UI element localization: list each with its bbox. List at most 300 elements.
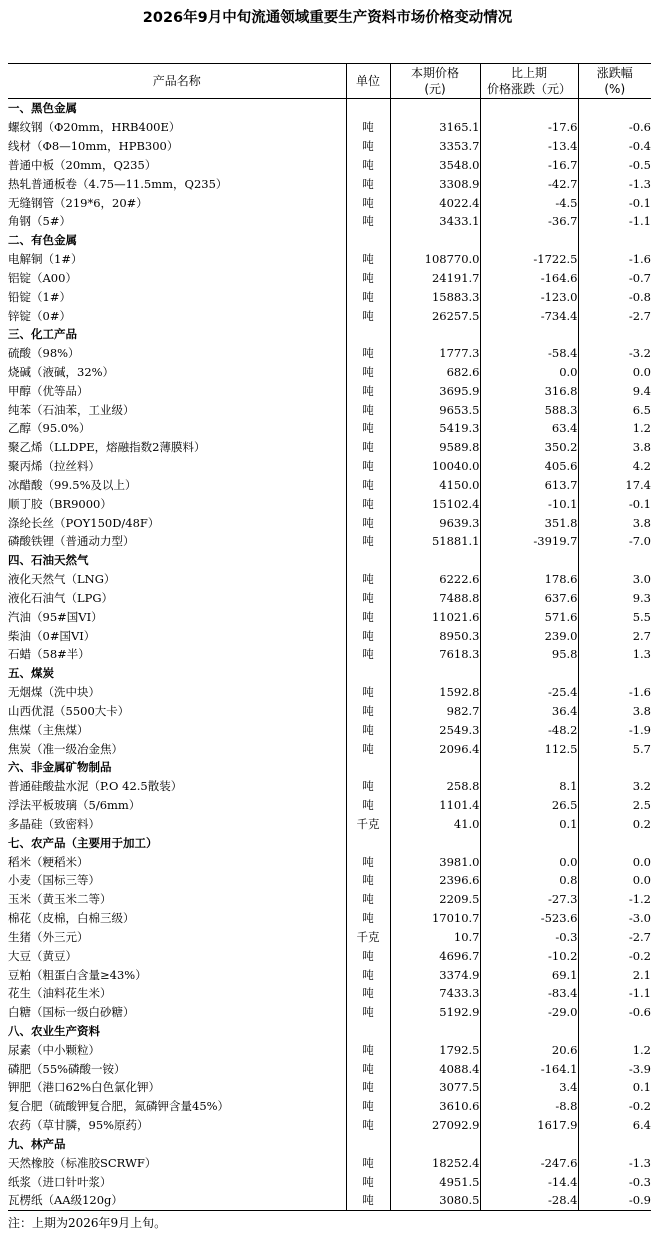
table-row (8, 720, 651, 739)
footnote: 注：上期为2026年9月上旬。 (8, 1216, 167, 1230)
change-cell: 613.7 (480, 476, 578, 495)
empty-cell (578, 231, 651, 250)
empty-cell (390, 99, 480, 118)
unit-cell: 千克 (346, 814, 390, 833)
change-cell: 588.3 (480, 400, 578, 419)
pct-cell: 3.8 (578, 513, 651, 532)
unit-cell: 吨 (346, 777, 390, 796)
table-row (8, 268, 651, 287)
empty-cell (390, 833, 480, 852)
change-cell: -164.1 (480, 1059, 578, 1078)
change-cell: -36.7 (480, 212, 578, 231)
unit-cell: 吨 (346, 645, 390, 664)
unit-cell: 吨 (346, 438, 390, 457)
pct-cell: -0.2 (578, 1097, 651, 1116)
table-row (8, 1153, 651, 1172)
product-name-cell: 聚丙烯（拉丝料） (8, 459, 100, 474)
unit-cell: 吨 (346, 306, 390, 325)
table-row (8, 739, 651, 758)
price-cell: 10.7 (390, 927, 480, 946)
unit-cell: 吨 (346, 909, 390, 928)
category-row (8, 758, 651, 777)
product-name-cell: 焦煤（主焦煤） (8, 722, 89, 737)
change-cell: -3919.7 (480, 532, 578, 551)
unit-cell: 吨 (346, 1078, 390, 1097)
header-price: 本期价格 (元) (390, 64, 480, 99)
change-cell: 63.4 (480, 419, 578, 438)
empty-cell (390, 551, 480, 570)
product-name-cell: 山西优混（5500大卡） (8, 703, 130, 718)
price-cell: 51881.1 (390, 532, 480, 551)
unit-cell: 吨 (346, 946, 390, 965)
table-row (8, 287, 651, 306)
table-row (8, 306, 651, 325)
table-row (8, 871, 651, 890)
empty-cell (390, 231, 480, 250)
pct-cell: -3.9 (578, 1059, 651, 1078)
category-name: 五、煤炭 (8, 666, 54, 681)
table-row (8, 1040, 651, 1059)
price-cell: 4088.4 (390, 1059, 480, 1078)
pct-cell: -0.5 (578, 155, 651, 174)
empty-cell (390, 664, 480, 683)
page-title: 2026年9月中旬流通领域重要生产资料市场价格变动情况 (142, 10, 513, 26)
price-cell: 108770.0 (390, 250, 480, 269)
pct-cell: -0.1 (578, 494, 651, 513)
pct-cell: 6.5 (578, 400, 651, 419)
category-row (8, 1022, 651, 1041)
unit-cell: 吨 (346, 457, 390, 476)
pct-cell: -1.1 (578, 984, 651, 1003)
pct-cell: 6.4 (578, 1116, 651, 1135)
price-cell: 27092.9 (390, 1116, 480, 1135)
table-row (8, 476, 651, 495)
empty-cell (578, 833, 651, 852)
empty-cell (480, 664, 578, 683)
price-cell: 3353.7 (390, 137, 480, 156)
category-row (8, 664, 651, 683)
product-name-cell: 硫酸（98%） (8, 346, 80, 361)
product-name-cell: 稻米（粳稻米） (8, 854, 89, 869)
product-name-cell: 铝锭（A00） (8, 270, 77, 285)
change-cell: 0.1 (480, 814, 578, 833)
pct-cell: -0.2 (578, 946, 651, 965)
change-cell: -42.7 (480, 174, 578, 193)
unit-cell: 吨 (346, 494, 390, 513)
table-row (8, 494, 651, 513)
product-name-cell: 角钢（5#） (8, 214, 71, 229)
table-row (8, 702, 651, 721)
empty-cell (346, 551, 390, 570)
category-row (8, 551, 651, 570)
pct-cell: 0.1 (578, 1078, 651, 1097)
table-row (8, 1003, 651, 1022)
unit-cell: 吨 (346, 1040, 390, 1059)
price-cell: 9653.5 (390, 400, 480, 419)
product-name-cell: 生猪（外三元） (8, 929, 89, 944)
table-row (8, 532, 651, 551)
unit-cell: 吨 (346, 344, 390, 363)
table-row (8, 1059, 651, 1078)
category-row (8, 833, 651, 852)
change-cell: -0.3 (480, 927, 578, 946)
price-cell: 1792.5 (390, 1040, 480, 1059)
price-cell: 982.7 (390, 702, 480, 721)
empty-cell (578, 99, 651, 118)
price-cell: 1101.4 (390, 796, 480, 815)
change-cell: 0.8 (480, 871, 578, 890)
change-cell: 69.1 (480, 965, 578, 984)
category-name: 三、化工产品 (8, 327, 77, 342)
product-name-cell: 冰醋酸（99.5%及以上） (8, 477, 137, 492)
pct-cell: -1.1 (578, 212, 651, 231)
product-name-cell: 涤纶长丝（POY150D/48F） (8, 515, 160, 530)
product-name-cell: 钾肥（港口62%白色氯化钾） (8, 1080, 161, 1095)
product-name-cell: 棉花（皮棉，白棉三级） (8, 911, 135, 926)
unit-cell: 吨 (346, 683, 390, 702)
product-name-cell: 聚乙烯（LLDPE，熔融指数2薄膜料） (8, 440, 206, 455)
table-row (8, 137, 651, 156)
unit-cell: 吨 (346, 720, 390, 739)
product-name-cell: 多晶硅（致密料） (8, 816, 100, 831)
table-row (8, 683, 651, 702)
pct-cell: -0.6 (578, 118, 651, 137)
category-name: 四、石油天然气 (8, 553, 89, 568)
product-name-cell: 石蜡（58#半） (8, 647, 90, 662)
price-cell: 15883.3 (390, 287, 480, 306)
table-row (8, 212, 651, 231)
unit-cell: 吨 (346, 852, 390, 871)
table-row (8, 796, 651, 815)
price-cell: 3433.1 (390, 212, 480, 231)
table-row (8, 118, 651, 137)
category-name: 二、有色金属 (8, 233, 77, 248)
table-row (8, 1172, 651, 1191)
product-name-cell: 顺丁胶（BR9000） (8, 496, 112, 511)
change-cell: 637.6 (480, 589, 578, 608)
table-row (8, 381, 651, 400)
pct-cell: 3.2 (578, 777, 651, 796)
change-cell: 571.6 (480, 607, 578, 626)
empty-cell (480, 99, 578, 118)
empty-cell (346, 1022, 390, 1041)
table-row (8, 1078, 651, 1097)
change-cell: 95.8 (480, 645, 578, 664)
pct-cell: -0.3 (578, 1172, 651, 1191)
pct-cell: 2.5 (578, 796, 651, 815)
product-name-cell: 尿素（中小颗粒） (8, 1042, 100, 1057)
change-cell: 178.6 (480, 570, 578, 589)
change-cell: 3.4 (480, 1078, 578, 1097)
unit-cell: 吨 (346, 570, 390, 589)
price-cell: 15102.4 (390, 494, 480, 513)
price-cell: 3548.0 (390, 155, 480, 174)
product-name-cell: 小麦（国标三等） (8, 873, 100, 888)
change-cell: 20.6 (480, 1040, 578, 1059)
table-row (8, 570, 651, 589)
table-row (8, 965, 651, 984)
product-name-cell: 磷酸铁锂（普通动力型） (8, 534, 135, 549)
price-cell: 1777.3 (390, 344, 480, 363)
price-cell: 10040.0 (390, 457, 480, 476)
table-row (8, 927, 651, 946)
table-row (8, 909, 651, 928)
price-cell: 7488.8 (390, 589, 480, 608)
empty-cell (480, 231, 578, 250)
price-cell: 7433.3 (390, 984, 480, 1003)
empty-cell (346, 231, 390, 250)
header-pct: 涨跌幅 (%) (578, 64, 651, 99)
change-cell: -1722.5 (480, 250, 578, 269)
unit-cell: 吨 (346, 589, 390, 608)
change-cell: -247.6 (480, 1153, 578, 1172)
pct-cell: 3.8 (578, 702, 651, 721)
price-cell: 7618.3 (390, 645, 480, 664)
unit-cell: 吨 (346, 890, 390, 909)
product-name-cell: 豆粕（粗蛋白含量≥43%） (8, 967, 147, 982)
product-name-cell: 白糖（国标一级白砂糖） (8, 1005, 135, 1020)
unit-cell: 吨 (346, 363, 390, 382)
price-cell: 3165.1 (390, 118, 480, 137)
price-cell: 9639.3 (390, 513, 480, 532)
pct-cell: -1.2 (578, 890, 651, 909)
header-change: 比上期 价格涨跌（元） (480, 64, 578, 99)
table-row (8, 419, 651, 438)
category-name: 六、非金属矿物制品 (8, 760, 112, 775)
table-row (8, 946, 651, 965)
table-row (8, 513, 651, 532)
change-cell: 112.5 (480, 739, 578, 758)
unit-cell: 吨 (346, 118, 390, 137)
change-cell: -734.4 (480, 306, 578, 325)
unit-cell: 吨 (346, 1153, 390, 1172)
price-cell: 3610.6 (390, 1097, 480, 1116)
price-cell: 4150.0 (390, 476, 480, 495)
pct-cell: -3.2 (578, 344, 651, 363)
price-cell: 11021.6 (390, 607, 480, 626)
change-cell: -8.8 (480, 1097, 578, 1116)
product-name-cell: 锌锭（0#） (8, 308, 71, 323)
change-cell: 316.8 (480, 381, 578, 400)
empty-cell (578, 1135, 651, 1154)
unit-cell: 吨 (346, 1097, 390, 1116)
unit-cell: 吨 (346, 532, 390, 551)
pct-cell: 0.0 (578, 363, 651, 382)
price-cell: 41.0 (390, 814, 480, 833)
unit-cell: 吨 (346, 1191, 390, 1210)
unit-cell: 吨 (346, 871, 390, 890)
header-product: 产品名称 (152, 74, 201, 88)
pct-cell: -1.6 (578, 250, 651, 269)
price-cell: 6222.6 (390, 570, 480, 589)
empty-cell (480, 833, 578, 852)
change-cell: -13.4 (480, 137, 578, 156)
change-cell: -123.0 (480, 287, 578, 306)
product-name-cell: 液化天然气（LNG） (8, 572, 116, 587)
table-row (8, 589, 651, 608)
unit-cell: 吨 (346, 137, 390, 156)
price-cell: 8950.3 (390, 626, 480, 645)
price-cell: 3981.0 (390, 852, 480, 871)
category-name: 七、农产品（主要用于加工） (8, 835, 158, 850)
unit-cell: 吨 (346, 965, 390, 984)
pct-cell: 0.0 (578, 852, 651, 871)
price-cell: 1592.8 (390, 683, 480, 702)
price-cell: 3077.5 (390, 1078, 480, 1097)
change-cell: -29.0 (480, 1003, 578, 1022)
table-header-row (8, 64, 651, 99)
unit-cell: 吨 (346, 400, 390, 419)
table-row (8, 890, 651, 909)
table-row (8, 814, 651, 833)
empty-cell (346, 99, 390, 118)
price-cell: 4696.7 (390, 946, 480, 965)
change-cell: 239.0 (480, 626, 578, 645)
pct-cell: 0.0 (578, 871, 651, 890)
table-row (8, 645, 651, 664)
unit-cell: 吨 (346, 250, 390, 269)
product-name-cell: 线材（Φ8—10mm，HPB300） (8, 139, 179, 154)
product-name-cell: 浮法平板玻璃（5/6mm） (8, 798, 141, 813)
product-name-cell: 汽油（95#国VI） (8, 609, 103, 624)
price-cell: 5192.9 (390, 1003, 480, 1022)
table-row (8, 155, 651, 174)
change-cell: -28.4 (480, 1191, 578, 1210)
price-cell: 258.8 (390, 777, 480, 796)
price-cell: 2096.4 (390, 739, 480, 758)
change-cell: 36.4 (480, 702, 578, 721)
change-cell: 0.0 (480, 852, 578, 871)
category-row (8, 325, 651, 344)
product-name-cell: 普通硅酸盐水泥（P.O 42.5散装） (8, 779, 183, 794)
product-name-cell: 甲醇（优等品） (8, 383, 89, 398)
table-row (8, 400, 651, 419)
pct-cell: 3.8 (578, 438, 651, 457)
empty-cell (480, 1022, 578, 1041)
product-name-cell: 纯苯（石油苯，工业级） (8, 402, 135, 417)
product-name-cell: 铅锭（1#） (8, 289, 71, 304)
unit-cell: 吨 (346, 702, 390, 721)
unit-cell: 吨 (346, 287, 390, 306)
table-body (8, 99, 651, 1211)
table-row (8, 1097, 651, 1116)
product-name-cell: 复合肥（硫酸钾复合肥，氮磷钾含量45%） (8, 1099, 230, 1114)
price-cell: 9589.8 (390, 438, 480, 457)
pct-cell: 2.1 (578, 965, 651, 984)
category-row (8, 1135, 651, 1154)
change-cell: 8.1 (480, 777, 578, 796)
table-row (8, 1191, 651, 1210)
empty-cell (390, 1022, 480, 1041)
product-name-cell: 热轧普通板卷（4.75—11.5mm，Q235） (8, 176, 228, 191)
pct-cell: 17.4 (578, 476, 651, 495)
product-name-cell: 瓦楞纸（AA级120g） (8, 1193, 123, 1208)
price-table (8, 63, 651, 1211)
pct-cell: -1.3 (578, 1153, 651, 1172)
change-cell: -10.2 (480, 946, 578, 965)
empty-cell (578, 325, 651, 344)
price-cell: 2396.6 (390, 871, 480, 890)
pct-cell: -7.0 (578, 532, 651, 551)
empty-cell (346, 833, 390, 852)
product-name-cell: 焦炭（准一级冶金焦） (8, 741, 123, 756)
unit-cell: 吨 (346, 513, 390, 532)
unit-cell: 吨 (346, 796, 390, 815)
pct-cell: 5.7 (578, 739, 651, 758)
pct-cell: 3.0 (578, 570, 651, 589)
pct-cell: -0.6 (578, 1003, 651, 1022)
pct-cell: 1.2 (578, 419, 651, 438)
price-cell: 4022.4 (390, 193, 480, 212)
change-cell: -83.4 (480, 984, 578, 1003)
category-name: 八、农业生产资料 (8, 1023, 100, 1038)
pct-cell: -2.7 (578, 927, 651, 946)
table-row (8, 174, 651, 193)
pct-cell: -1.6 (578, 683, 651, 702)
change-cell: -10.1 (480, 494, 578, 513)
unit-cell: 吨 (346, 174, 390, 193)
category-row (8, 231, 651, 250)
product-name-cell: 纸浆（进口针叶浆） (8, 1174, 112, 1189)
table-row (8, 344, 651, 363)
price-cell: 26257.5 (390, 306, 480, 325)
table-row (8, 193, 651, 212)
pct-cell: -0.7 (578, 268, 651, 287)
pct-cell: -3.0 (578, 909, 651, 928)
table-row (8, 607, 651, 626)
price-cell: 682.6 (390, 363, 480, 382)
change-cell: -25.4 (480, 683, 578, 702)
empty-cell (390, 325, 480, 344)
table-row (8, 457, 651, 476)
pct-cell: 2.7 (578, 626, 651, 645)
pct-cell: -1.9 (578, 720, 651, 739)
unit-cell: 吨 (346, 1172, 390, 1191)
empty-cell (346, 325, 390, 344)
empty-cell (480, 758, 578, 777)
empty-cell (480, 551, 578, 570)
change-cell: -16.7 (480, 155, 578, 174)
product-name-cell: 无缝钢管（219*6，20#） (8, 195, 148, 210)
empty-cell (578, 758, 651, 777)
category-name: 一、黑色金属 (8, 101, 77, 116)
product-name-cell: 玉米（黄玉米二等） (8, 892, 112, 907)
unit-cell: 吨 (346, 1003, 390, 1022)
change-cell: 405.6 (480, 457, 578, 476)
table-row (8, 626, 651, 645)
unit-cell: 吨 (346, 476, 390, 495)
change-cell: 0.0 (480, 363, 578, 382)
change-cell: 351.8 (480, 513, 578, 532)
change-cell: 1617.9 (480, 1116, 578, 1135)
pct-cell: 9.4 (578, 381, 651, 400)
header-unit: 单位 (346, 64, 390, 99)
pct-cell: 5.5 (578, 607, 651, 626)
empty-cell (346, 664, 390, 683)
product-name-cell: 无烟煤（洗中块） (8, 685, 100, 700)
unit-cell: 吨 (346, 1059, 390, 1078)
product-name-cell: 螺纹钢（Φ20mm，HRB400E） (8, 120, 181, 135)
product-name-cell: 大豆（黄豆） (8, 948, 77, 963)
pct-cell: -1.3 (578, 174, 651, 193)
product-name-cell: 烧碱（液碱，32%） (8, 365, 115, 379)
empty-cell (346, 1135, 390, 1154)
unit-cell: 千克 (346, 927, 390, 946)
empty-cell (480, 325, 578, 344)
pct-cell: -0.4 (578, 137, 651, 156)
empty-cell (578, 664, 651, 683)
unit-cell: 吨 (346, 626, 390, 645)
